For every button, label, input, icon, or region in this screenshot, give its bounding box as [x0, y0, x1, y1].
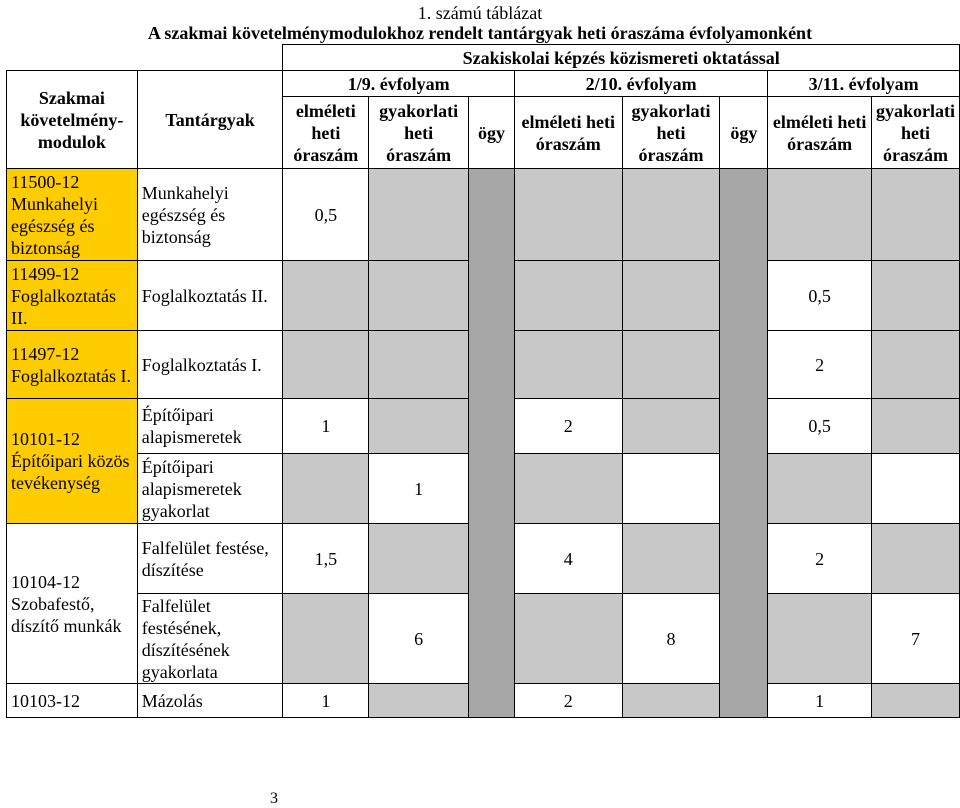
value-cell	[622, 331, 720, 399]
value-cell	[622, 261, 720, 331]
subject-cell: Falfelület festése, díszítése	[137, 524, 283, 594]
subject-cell: Mázolás	[137, 684, 283, 718]
modules-header: Szakmai követelmény-modulok	[7, 71, 138, 169]
value-cell: 8	[622, 594, 720, 684]
value-cell	[871, 399, 959, 454]
year-1-header: 1/9. évfolyam	[283, 71, 515, 97]
value-cell	[622, 454, 720, 524]
value-cell	[514, 594, 622, 684]
value-cell: 2	[768, 331, 872, 399]
value-cell	[871, 169, 959, 261]
ogy-column-2	[720, 169, 768, 718]
value-cell	[283, 331, 369, 399]
value-cell	[871, 331, 959, 399]
value-cell	[871, 684, 959, 718]
ogy-header: ögy	[720, 97, 768, 169]
value-cell	[871, 454, 959, 524]
value-cell: 2	[514, 399, 622, 454]
value-cell	[369, 684, 469, 718]
module-cell: 10103-12	[7, 684, 138, 718]
practice-header: gyakorlati heti óraszám	[369, 97, 469, 169]
value-cell	[283, 594, 369, 684]
value-cell	[768, 169, 872, 261]
value-cell	[622, 399, 720, 454]
value-cell: 6	[369, 594, 469, 684]
module-cell: 10104-12 Szobafestő, díszítő munkák	[7, 524, 138, 684]
table-row	[7, 169, 960, 261]
value-cell	[514, 261, 622, 331]
value-cell	[871, 524, 959, 594]
value-cell	[768, 454, 872, 524]
value-cell: 2	[514, 684, 622, 718]
value-cell	[283, 454, 369, 524]
value-cell	[369, 524, 469, 594]
table-caption-number: 1. számú táblázat	[417, 3, 543, 23]
value-cell	[514, 331, 622, 399]
value-cell	[871, 261, 959, 331]
module-cell: 11500-12 Munkahelyi egészség és biztonság	[7, 169, 138, 261]
ogy-column-1	[469, 169, 515, 718]
year-2-header: 2/10. évfolyam	[514, 71, 767, 97]
subject-cell: Falfelület festésének, díszítésének gyakorlata	[137, 594, 283, 684]
theory-header: elméleti heti óraszám	[283, 97, 369, 169]
subject-cell: Építőipari alapismeretek	[137, 399, 283, 454]
module-cell: 11497-12 Foglalkoztatás I.	[7, 331, 138, 399]
value-cell: 0,5	[768, 261, 872, 331]
value-cell: 1	[768, 684, 872, 718]
practice-header: gyakorlati heti óraszám	[871, 97, 959, 169]
value-cell	[622, 524, 720, 594]
value-cell: 1	[283, 399, 369, 454]
year-3-header: 3/11. évfolyam	[768, 71, 960, 97]
value-cell: 0,5	[768, 399, 872, 454]
theory-header: elméleti heti óraszám	[768, 97, 872, 169]
value-cell	[369, 331, 469, 399]
module-cell: 11499-12 Foglalkoztatás II.	[7, 261, 138, 331]
theory-header: elméleti heti óraszám	[514, 97, 622, 169]
value-cell: 7	[871, 594, 959, 684]
value-cell	[622, 169, 720, 261]
value-cell	[369, 261, 469, 331]
value-cell: 0,5	[283, 169, 369, 261]
hours-table	[6, 44, 960, 718]
module-cell: 10101-12 Építőipari közös tevékenység	[7, 399, 138, 524]
subject-cell: Építőipari alapismeretek gyakorlat	[137, 454, 283, 524]
value-cell	[283, 261, 369, 331]
value-cell	[514, 454, 622, 524]
value-cell: 2	[768, 524, 872, 594]
practice-header: gyakorlati heti óraszám	[622, 97, 720, 169]
ogy-header: ögy	[469, 97, 515, 169]
page-number: 3	[270, 790, 278, 807]
value-cell	[369, 399, 469, 454]
subject-cell: Foglalkoztatás I.	[137, 331, 283, 399]
value-cell	[622, 684, 720, 718]
table-caption-title: A szakmai követelménymodulokhoz rendelt tantárgyak heti óraszáma évfolyamonként	[147, 23, 813, 43]
group-header: Szakiskolai képzés közismereti oktatással	[283, 45, 960, 71]
subject-cell: Foglalkoztatás II.	[137, 261, 283, 331]
subjects-header: Tantárgyak	[137, 71, 283, 169]
value-cell: 1	[369, 454, 469, 524]
value-cell: 1	[283, 684, 369, 718]
value-cell: 4	[514, 524, 622, 594]
value-cell	[768, 594, 872, 684]
value-cell	[369, 169, 469, 261]
value-cell: 1,5	[283, 524, 369, 594]
value-cell	[514, 169, 622, 261]
subject-cell: Munkahelyi egészség és biztonság	[137, 169, 283, 261]
